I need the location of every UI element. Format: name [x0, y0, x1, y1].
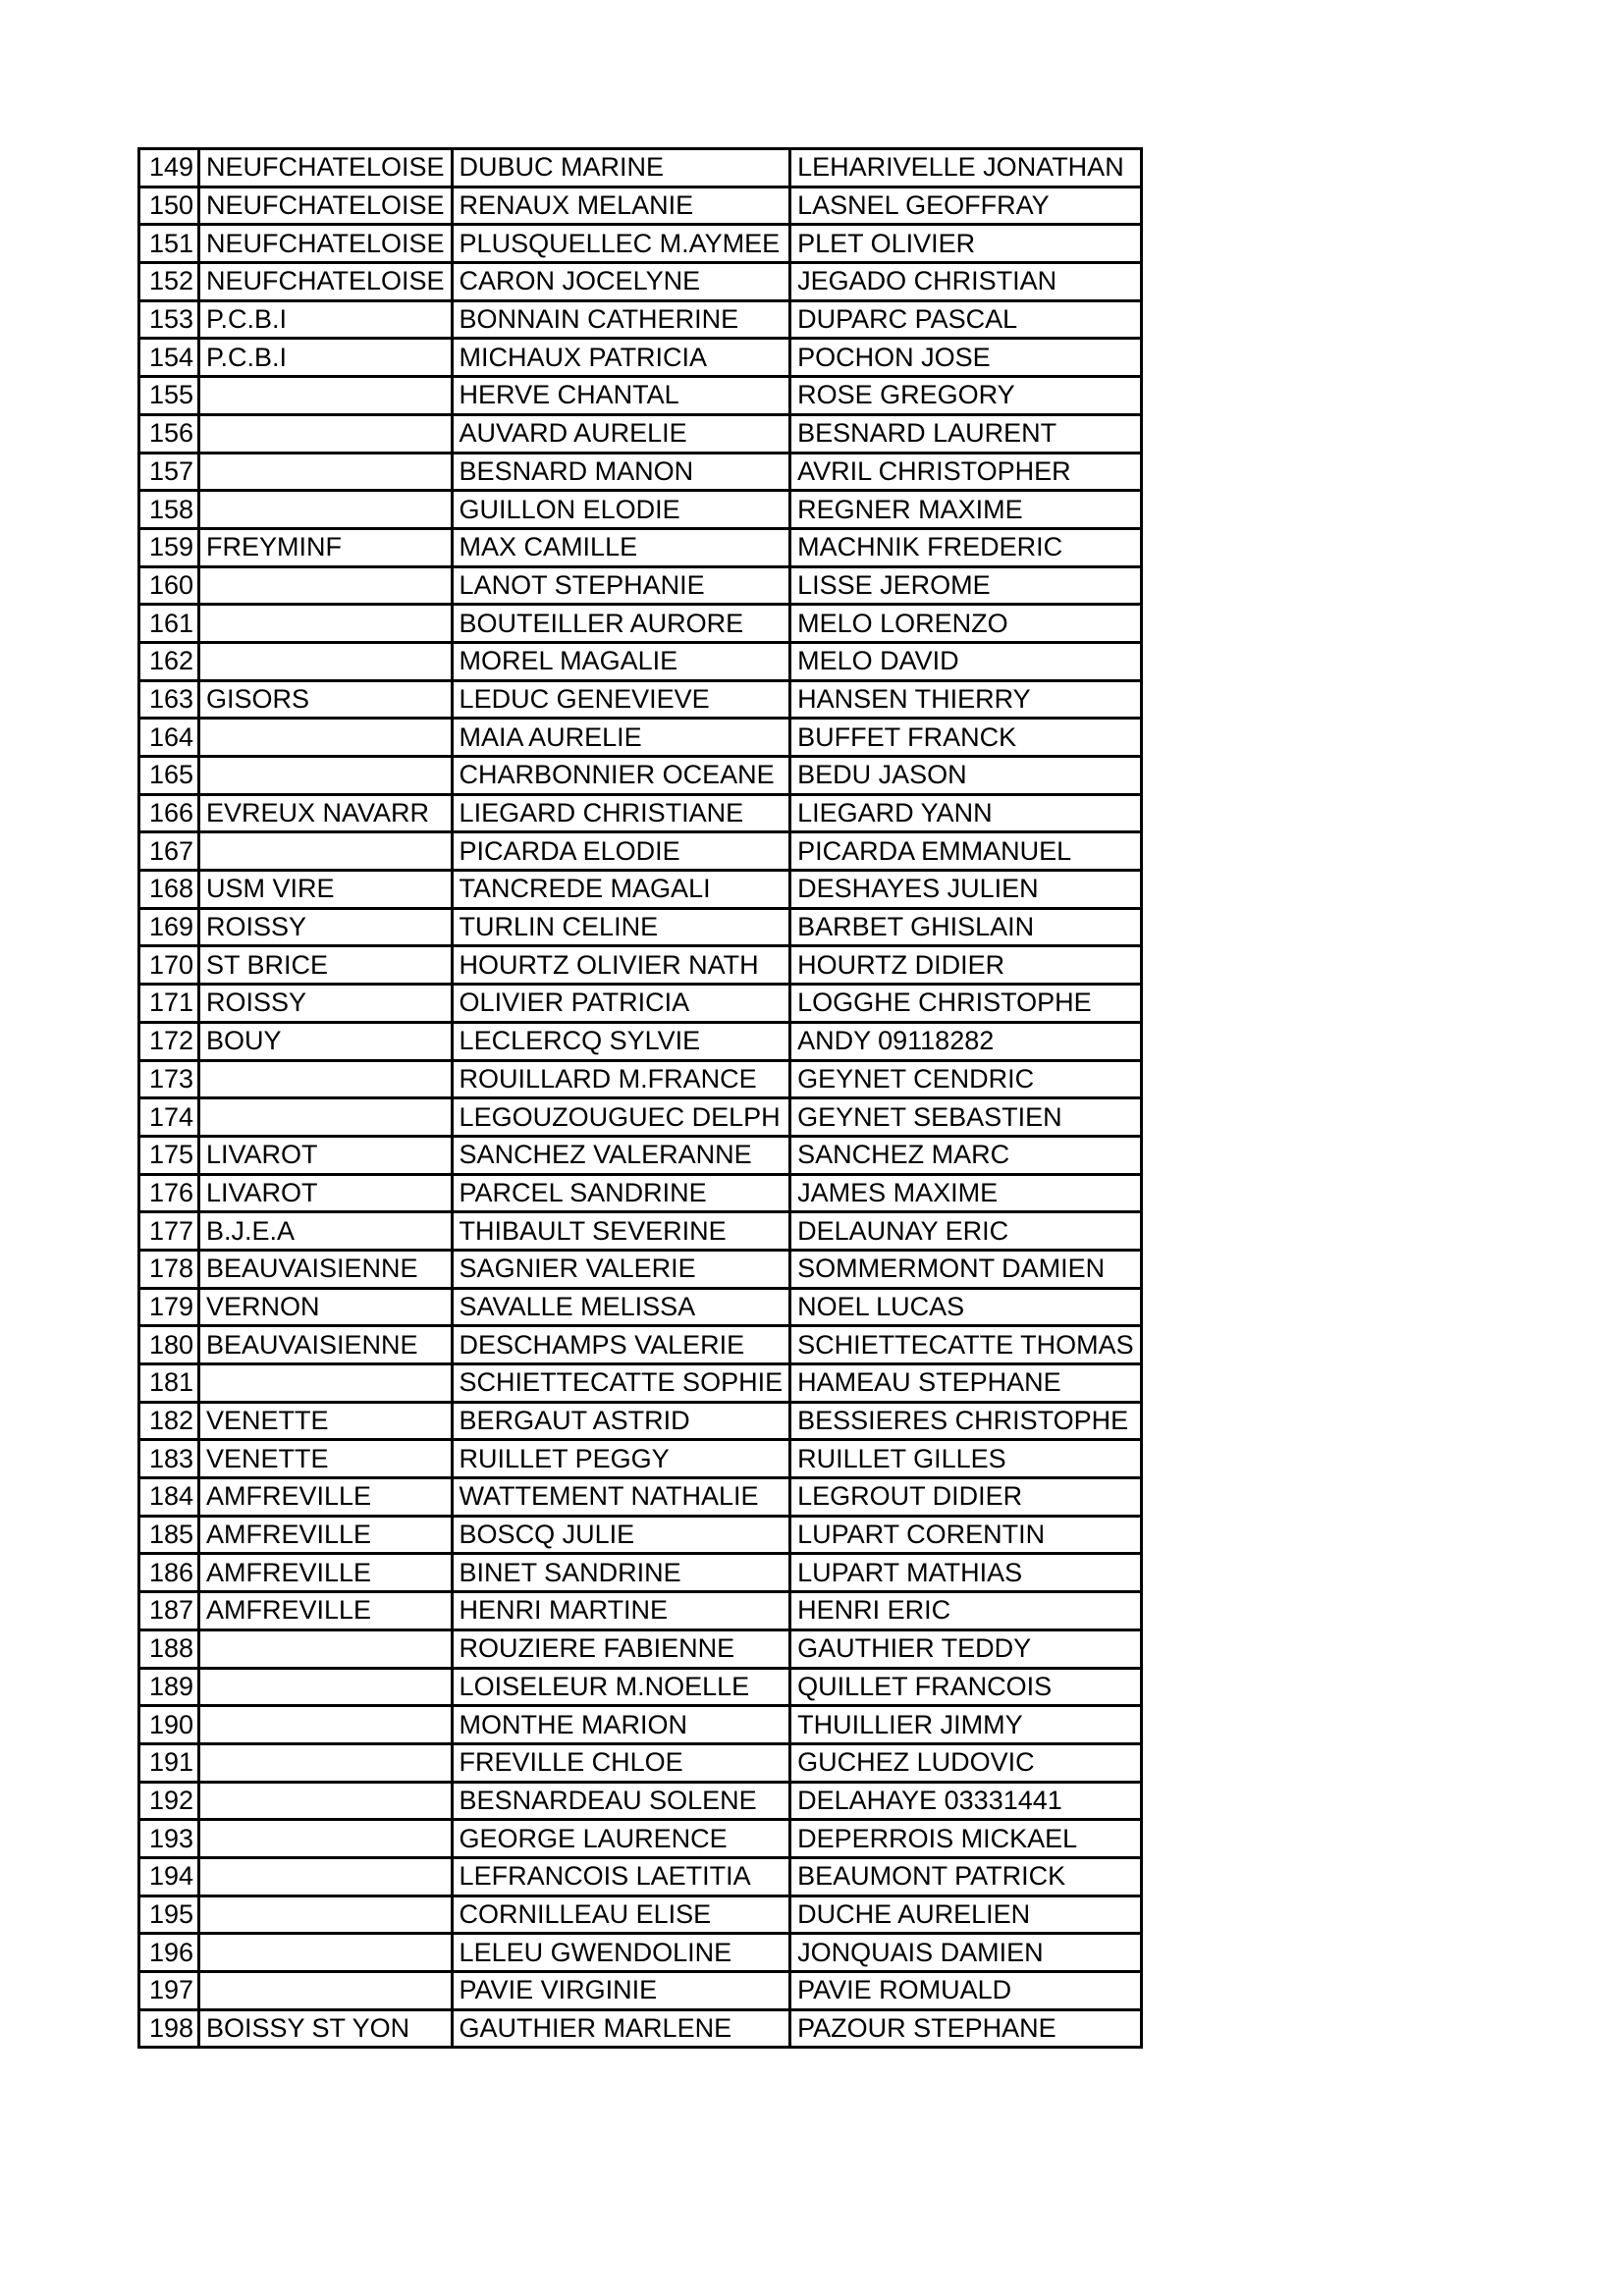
club-cell	[199, 757, 453, 795]
male-name-cell: BUFFET FRANCK	[790, 719, 1142, 757]
row-number-cell: 160	[139, 566, 199, 605]
club-cell: B.J.E.A	[199, 1212, 453, 1251]
row-number-cell: 152	[139, 263, 199, 301]
row-number-cell: 162	[139, 642, 199, 680]
table-row	[139, 1592, 1142, 1630]
female-name-cell: MAX CAMILLE	[452, 528, 790, 566]
row-number-cell: 176	[139, 1174, 199, 1212]
club-cell	[199, 377, 453, 415]
male-name-cell: LASNEL GEOFFRAY	[790, 187, 1142, 225]
table-row	[139, 1098, 1142, 1137]
male-name-cell: HOURTZ DIDIER	[790, 946, 1142, 985]
female-name-cell: GEORGE LAURENCE	[452, 1820, 790, 1858]
row-number-cell: 181	[139, 1364, 199, 1403]
row-number-cell: 195	[139, 1896, 199, 1934]
table-row	[139, 908, 1142, 946]
row-number-cell: 163	[139, 680, 199, 719]
row-number-cell: 164	[139, 719, 199, 757]
male-name-cell: HANSEN THIERRY	[790, 680, 1142, 719]
table-row	[139, 605, 1142, 643]
table-row	[139, 1326, 1142, 1364]
table-row	[139, 339, 1142, 377]
row-number-cell: 171	[139, 985, 199, 1023]
registration-table	[137, 147, 1143, 2049]
table-row	[139, 1706, 1142, 1744]
table-row	[139, 491, 1142, 529]
row-number-cell: 196	[139, 1934, 199, 1972]
club-cell	[199, 491, 453, 529]
club-cell: NEUFCHATELOISE	[199, 225, 453, 263]
club-cell: AMFREVILLE	[199, 1554, 453, 1592]
row-number-cell: 155	[139, 377, 199, 415]
female-name-cell: MICHAUX PATRICIA	[452, 339, 790, 377]
female-name-cell: HOURTZ OLIVIER NATH	[452, 946, 790, 985]
female-name-cell: PARCEL SANDRINE	[452, 1174, 790, 1212]
club-cell	[199, 1972, 453, 2010]
female-name-cell: LECLERCQ SYLVIE	[452, 1022, 790, 1060]
female-name-cell: CORNILLEAU ELISE	[452, 1896, 790, 1934]
club-cell: LIVAROT	[199, 1136, 453, 1174]
table-row	[139, 566, 1142, 605]
table-row	[139, 453, 1142, 491]
table-row	[139, 377, 1142, 415]
female-name-cell: TURLIN CELINE	[452, 908, 790, 946]
club-cell: BOUY	[199, 1022, 453, 1060]
male-name-cell: JONQUAIS DAMIEN	[790, 1934, 1142, 1972]
female-name-cell: LIEGARD CHRISTIANE	[452, 794, 790, 832]
club-cell	[199, 1820, 453, 1858]
table-row	[139, 1857, 1142, 1896]
male-name-cell: POCHON JOSE	[790, 339, 1142, 377]
club-cell: FREYMINF	[199, 528, 453, 566]
table-row	[139, 187, 1142, 225]
club-cell	[199, 605, 453, 643]
row-number-cell: 153	[139, 300, 199, 339]
row-number-cell: 193	[139, 1820, 199, 1858]
table-row	[139, 1516, 1142, 1554]
table-row	[139, 1972, 1142, 2010]
table-row	[139, 719, 1142, 757]
club-cell	[199, 1743, 453, 1782]
female-name-cell: RUILLET PEGGY	[452, 1440, 790, 1478]
table-row	[139, 985, 1142, 1023]
table-row	[139, 414, 1142, 453]
female-name-cell: BOUTEILLER AURORE	[452, 605, 790, 643]
male-name-cell: GEYNET CENDRIC	[790, 1060, 1142, 1098]
female-name-cell: SANCHEZ VALERANNE	[452, 1136, 790, 1174]
male-name-cell: PLET OLIVIER	[790, 225, 1142, 263]
row-number-cell: 180	[139, 1326, 199, 1364]
row-number-cell: 157	[139, 453, 199, 491]
club-cell: ROISSY	[199, 908, 453, 946]
male-name-cell: DELAUNAY ERIC	[790, 1212, 1142, 1251]
table-row	[139, 1022, 1142, 1060]
table-row	[139, 757, 1142, 795]
club-cell: LIVAROT	[199, 1174, 453, 1212]
female-name-cell: PICARDA ELODIE	[452, 832, 790, 871]
row-number-cell: 158	[139, 491, 199, 529]
table-row	[139, 1668, 1142, 1706]
female-name-cell: LOISELEUR M.NOELLE	[452, 1668, 790, 1706]
club-cell: NEUFCHATELOISE	[199, 149, 453, 187]
female-name-cell: CHARBONNIER OCEANE	[452, 757, 790, 795]
row-number-cell: 191	[139, 1743, 199, 1782]
club-cell: P.C.B.I	[199, 300, 453, 339]
club-cell	[199, 719, 453, 757]
club-cell	[199, 832, 453, 871]
club-cell	[199, 1668, 453, 1706]
club-cell: GISORS	[199, 680, 453, 719]
row-number-cell: 170	[139, 946, 199, 985]
male-name-cell: SCHIETTECATTE THOMAS	[790, 1326, 1142, 1364]
female-name-cell: ROUZIERE FABIENNE	[452, 1629, 790, 1668]
club-cell	[199, 566, 453, 605]
female-name-cell: PAVIE VIRGINIE	[452, 1972, 790, 2010]
club-cell	[199, 1060, 453, 1098]
male-name-cell: BEAUMONT PATRICK	[790, 1857, 1142, 1896]
row-number-cell: 159	[139, 528, 199, 566]
male-name-cell: NOEL LUCAS	[790, 1288, 1142, 1326]
row-number-cell: 165	[139, 757, 199, 795]
table-row	[139, 225, 1142, 263]
club-cell	[199, 453, 453, 491]
female-name-cell: BESNARD MANON	[452, 453, 790, 491]
row-number-cell: 185	[139, 1516, 199, 1554]
club-cell	[199, 1896, 453, 1934]
table-row	[139, 2009, 1142, 2048]
female-name-cell: DUBUC MARINE	[452, 149, 790, 187]
female-name-cell: AUVARD AURELIE	[452, 414, 790, 453]
male-name-cell: PAZOUR STEPHANE	[790, 2009, 1142, 2048]
club-cell: BEAUVAISIENNE	[199, 1250, 453, 1288]
female-name-cell: LEGOUZOUGUEC DELPH	[452, 1098, 790, 1137]
table-row	[139, 1364, 1142, 1403]
female-name-cell: HERVE CHANTAL	[452, 377, 790, 415]
table-row	[139, 1478, 1142, 1517]
female-name-cell: CARON JOCELYNE	[452, 263, 790, 301]
club-cell	[199, 1629, 453, 1668]
male-name-cell: DUPARC PASCAL	[790, 300, 1142, 339]
row-number-cell: 188	[139, 1629, 199, 1668]
male-name-cell: DELAHAYE 03331441	[790, 1782, 1142, 1820]
female-name-cell: OLIVIER PATRICIA	[452, 985, 790, 1023]
table-row	[139, 149, 1142, 187]
male-name-cell: LUPART MATHIAS	[790, 1554, 1142, 1592]
female-name-cell: BERGAUT ASTRID	[452, 1402, 790, 1440]
female-name-cell: BOSCQ JULIE	[452, 1516, 790, 1554]
row-number-cell: 167	[139, 832, 199, 871]
female-name-cell: GUILLON ELODIE	[452, 491, 790, 529]
female-name-cell: HENRI MARTINE	[452, 1592, 790, 1630]
row-number-cell: 156	[139, 414, 199, 453]
table-body	[139, 149, 1142, 2048]
club-cell: VENETTE	[199, 1440, 453, 1478]
row-number-cell: 177	[139, 1212, 199, 1251]
table-row	[139, 1782, 1142, 1820]
club-cell: ST BRICE	[199, 946, 453, 985]
table-row	[139, 1820, 1142, 1858]
row-number-cell: 189	[139, 1668, 199, 1706]
male-name-cell: DEPERROIS MICKAEL	[790, 1820, 1142, 1858]
row-number-cell: 179	[139, 1288, 199, 1326]
male-name-cell: BESNARD LAURENT	[790, 414, 1142, 453]
male-name-cell: GEYNET SEBASTIEN	[790, 1098, 1142, 1137]
female-name-cell: WATTEMENT NATHALIE	[452, 1478, 790, 1517]
row-number-cell: 184	[139, 1478, 199, 1517]
row-number-cell: 166	[139, 794, 199, 832]
female-name-cell: RENAUX MELANIE	[452, 187, 790, 225]
club-cell	[199, 414, 453, 453]
male-name-cell: LIEGARD YANN	[790, 794, 1142, 832]
female-name-cell: LELEU GWENDOLINE	[452, 1934, 790, 1972]
club-cell: EVREUX NAVARR	[199, 794, 453, 832]
club-cell	[199, 1857, 453, 1896]
male-name-cell: LEHARIVELLE JONATHAN	[790, 149, 1142, 187]
table-row	[139, 528, 1142, 566]
female-name-cell: MAIA AURELIE	[452, 719, 790, 757]
table-row	[139, 300, 1142, 339]
row-number-cell: 173	[139, 1060, 199, 1098]
club-cell: USM VIRE	[199, 871, 453, 909]
female-name-cell: PLUSQUELLEC M.AYMEE	[452, 225, 790, 263]
male-name-cell: DESHAYES JULIEN	[790, 871, 1142, 909]
table-row	[139, 1250, 1142, 1288]
row-number-cell: 198	[139, 2009, 199, 2048]
female-name-cell: THIBAULT SEVERINE	[452, 1212, 790, 1251]
row-number-cell: 169	[139, 908, 199, 946]
table-row	[139, 263, 1142, 301]
male-name-cell: HAMEAU STEPHANE	[790, 1364, 1142, 1403]
row-number-cell: 150	[139, 187, 199, 225]
male-name-cell: HENRI ERIC	[790, 1592, 1142, 1630]
table-row	[139, 832, 1142, 871]
female-name-cell: TANCREDE MAGALI	[452, 871, 790, 909]
club-cell: ROISSY	[199, 985, 453, 1023]
male-name-cell: SOMMERMONT DAMIEN	[790, 1250, 1142, 1288]
row-number-cell: 194	[139, 1857, 199, 1896]
row-number-cell: 187	[139, 1592, 199, 1630]
club-cell: NEUFCHATELOISE	[199, 263, 453, 301]
club-cell	[199, 1364, 453, 1403]
male-name-cell: MELO LORENZO	[790, 605, 1142, 643]
female-name-cell: LEDUC GENEVIEVE	[452, 680, 790, 719]
table-row	[139, 1136, 1142, 1174]
female-name-cell: BESNARDEAU SOLENE	[452, 1782, 790, 1820]
female-name-cell: MOREL MAGALIE	[452, 642, 790, 680]
table-row	[139, 1402, 1142, 1440]
club-cell: P.C.B.I	[199, 339, 453, 377]
table-row	[139, 946, 1142, 985]
row-number-cell: 154	[139, 339, 199, 377]
table-row	[139, 1934, 1142, 1972]
table-row	[139, 1174, 1142, 1212]
club-cell: NEUFCHATELOISE	[199, 187, 453, 225]
table-row	[139, 1629, 1142, 1668]
female-name-cell: BONNAIN CATHERINE	[452, 300, 790, 339]
female-name-cell: BINET SANDRINE	[452, 1554, 790, 1592]
row-number-cell: 151	[139, 225, 199, 263]
female-name-cell: ROUILLARD M.FRANCE	[452, 1060, 790, 1098]
club-cell: BEAUVAISIENNE	[199, 1326, 453, 1364]
female-name-cell: SCHIETTECATTE SOPHIE	[452, 1364, 790, 1403]
male-name-cell: BEDU JASON	[790, 757, 1142, 795]
row-number-cell: 149	[139, 149, 199, 187]
club-cell	[199, 1934, 453, 1972]
female-name-cell: MONTHE MARION	[452, 1706, 790, 1744]
female-name-cell: GAUTHIER MARLENE	[452, 2009, 790, 2048]
row-number-cell: 182	[139, 1402, 199, 1440]
table-row	[139, 794, 1142, 832]
male-name-cell: BESSIERES CHRISTOPHE	[790, 1402, 1142, 1440]
club-cell: BOISSY ST YON	[199, 2009, 453, 2048]
male-name-cell: LISSE JEROME	[790, 566, 1142, 605]
male-name-cell: SANCHEZ MARC	[790, 1136, 1142, 1174]
table-row	[139, 1288, 1142, 1326]
row-number-cell: 161	[139, 605, 199, 643]
male-name-cell: PAVIE ROMUALD	[790, 1972, 1142, 2010]
row-number-cell: 178	[139, 1250, 199, 1288]
male-name-cell: DUCHE AURELIEN	[790, 1896, 1142, 1934]
male-name-cell: AVRIL CHRISTOPHER	[790, 453, 1142, 491]
row-number-cell: 190	[139, 1706, 199, 1744]
male-name-cell: RUILLET GILLES	[790, 1440, 1142, 1478]
table-row	[139, 1060, 1142, 1098]
club-cell: AMFREVILLE	[199, 1516, 453, 1554]
male-name-cell: PICARDA EMMANUEL	[790, 832, 1142, 871]
club-cell	[199, 1706, 453, 1744]
row-number-cell: 168	[139, 871, 199, 909]
row-number-cell: 175	[139, 1136, 199, 1174]
male-name-cell: GAUTHIER TEDDY	[790, 1629, 1142, 1668]
male-name-cell: ROSE GREGORY	[790, 377, 1142, 415]
male-name-cell: LUPART CORENTIN	[790, 1516, 1142, 1554]
table-row	[139, 680, 1142, 719]
club-cell: AMFREVILLE	[199, 1592, 453, 1630]
club-cell	[199, 1782, 453, 1820]
male-name-cell: QUILLET FRANCOIS	[790, 1668, 1142, 1706]
male-name-cell: MACHNIK FREDERIC	[790, 528, 1142, 566]
club-cell	[199, 1098, 453, 1137]
club-cell: AMFREVILLE	[199, 1478, 453, 1517]
male-name-cell: LOGGHE CHRISTOPHE	[790, 985, 1142, 1023]
table-row	[139, 871, 1142, 909]
female-name-cell: SAVALLE MELISSA	[452, 1288, 790, 1326]
male-name-cell: BARBET GHISLAIN	[790, 908, 1142, 946]
male-name-cell: REGNER MAXIME	[790, 491, 1142, 529]
row-number-cell: 172	[139, 1022, 199, 1060]
club-cell	[199, 642, 453, 680]
male-name-cell: JAMES MAXIME	[790, 1174, 1142, 1212]
female-name-cell: LANOT STEPHANIE	[452, 566, 790, 605]
male-name-cell: ANDY 09118282	[790, 1022, 1142, 1060]
female-name-cell: LEFRANCOIS LAETITIA	[452, 1857, 790, 1896]
table-row	[139, 1743, 1142, 1782]
row-number-cell: 186	[139, 1554, 199, 1592]
male-name-cell: THUILLIER JIMMY	[790, 1706, 1142, 1744]
table-row	[139, 1554, 1142, 1592]
table-row	[139, 1896, 1142, 1934]
male-name-cell: LEGROUT DIDIER	[790, 1478, 1142, 1517]
row-number-cell: 197	[139, 1972, 199, 2010]
row-number-cell: 174	[139, 1098, 199, 1137]
male-name-cell: GUCHEZ LUDOVIC	[790, 1743, 1142, 1782]
table-row	[139, 1212, 1142, 1251]
female-name-cell: DESCHAMPS VALERIE	[452, 1326, 790, 1364]
club-cell: VERNON	[199, 1288, 453, 1326]
club-cell: VENETTE	[199, 1402, 453, 1440]
female-name-cell: SAGNIER VALERIE	[452, 1250, 790, 1288]
male-name-cell: JEGADO CHRISTIAN	[790, 263, 1142, 301]
row-number-cell: 183	[139, 1440, 199, 1478]
table-row	[139, 1440, 1142, 1478]
row-number-cell: 192	[139, 1782, 199, 1820]
table-row	[139, 642, 1142, 680]
female-name-cell: FREVILLE CHLOE	[452, 1743, 790, 1782]
male-name-cell: MELO DAVID	[790, 642, 1142, 680]
